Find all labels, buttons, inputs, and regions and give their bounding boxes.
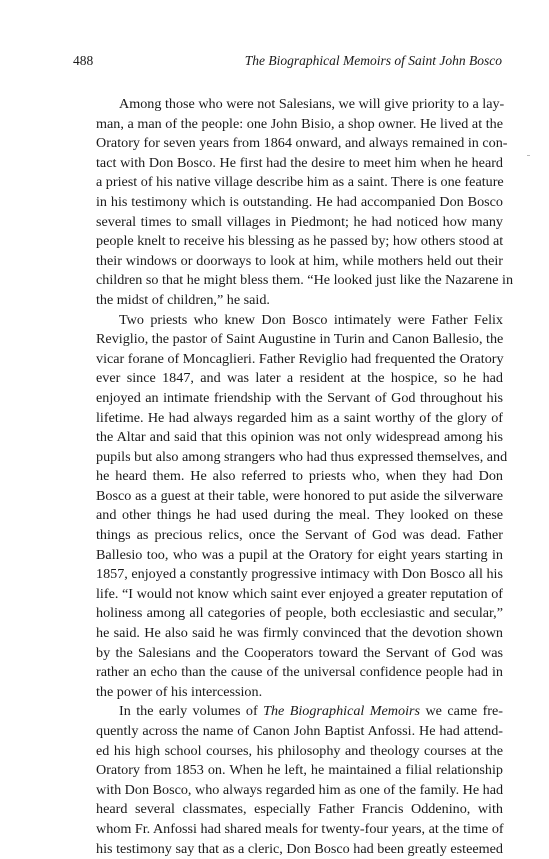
page-number: 488	[73, 53, 94, 68]
text-line: quently across the name of Canon John Baptist Anfossi. He had attend-	[96, 723, 503, 739]
text-line: ever since 1847, and was later a resident at the hospice, so he had	[96, 370, 503, 387]
text-line: the midst of children,” he said.	[96, 291, 270, 308]
text-line: enjoyed an intimate friendship with the Servant of God throughout his	[96, 389, 503, 406]
text-line: 1857, enjoyed a constantly progressive intimacy with Don Bosco all his	[96, 566, 503, 583]
text-line: he heard them. He also referred to priests who, when they had Don	[96, 468, 503, 485]
text-line: life. “I would not know which saint ever enjoyed a greater reputation of	[96, 585, 503, 602]
text-line: Among those who were not Salesians, we will give priority to a lay-	[119, 96, 505, 112]
text-line: Reviglio, the pastor of Saint Augustine in Turin and Canon Ballesio, the	[96, 331, 504, 348]
text-line: whom Fr. Anfossi had shared meals for twenty-four years, at the time of	[96, 820, 504, 837]
text-line: lifetime. He had always regarded him as a saint worthy of the glory of	[96, 409, 503, 426]
italic-book-title: The Biographical Memoirs	[263, 703, 421, 720]
text-line: his testimony say that as a cleric, Don Bosco had been greatly esteemed	[96, 840, 503, 857]
text-line: man, a man of the people: one John Bisio, a shop owner. He lived at the	[96, 115, 503, 132]
text-line: a priest of his native village describe him as a saint. There is one feature	[96, 174, 504, 191]
text-line: Bosco as a guest at their table, were honored to put aside the silverware	[96, 487, 503, 504]
text-line: vicar forane of Moncaglieri. Father Reviglio had frequented the Oratory	[96, 350, 504, 367]
text-run: In the early volumes of	[119, 703, 264, 720]
text-line: the power of his intercession.	[96, 683, 263, 700]
text-line: holiness among all categories of people, both ecclesiastic and secular,”	[96, 605, 503, 622]
text-line: rather an echo than the cause of the universal confidence people had in	[96, 664, 503, 681]
text-run: we came fre-	[420, 703, 503, 720]
text-line: their windows or doorways to look at him, while mothers held out their	[96, 252, 503, 269]
text-line: and other things he had used during the meal. They looked on these	[96, 507, 503, 524]
paragraph-laymen-testimony	[73, 95, 514, 311]
text-line: by the Salesians and the Cooperators toward the Servant of God was	[96, 644, 503, 661]
text-line: the Altar and said that this opinion was not only widespread among his	[96, 429, 503, 446]
running-head	[73, 52, 502, 70]
running-title: The Biographical Memoirs of Saint John Bosco	[244, 53, 502, 68]
text-line: ed his high school courses, his philosophy and theology courses at the	[96, 742, 503, 759]
text-line: with Don Bosco, who always regarded him as one of the family. He had	[96, 781, 504, 798]
text-line: pupils but also among strangers who had thus expressed themselves, and	[96, 448, 508, 465]
text-line: tact with Don Bosco. He first had the desire to meet him when he heard	[96, 154, 503, 171]
text-line: Two priests who knew Don Bosco intimately were Father Felix	[119, 311, 503, 328]
text-line: heard several classmates, especially Father Francis Oddenino, with	[96, 801, 503, 818]
text-line: in his testimony which is outstanding. He had accompanied Don Bosco	[96, 193, 503, 210]
text-line: Oratory from 1853 on. When he left, he maintained a filial relationship	[96, 762, 503, 779]
text-line: children so that he might bless them. “He looked just like the Nazarene in	[96, 272, 514, 289]
body-text	[73, 95, 514, 859]
text-line: people knelt to receive his blessing as he passed by; how others stood at	[96, 233, 504, 250]
text-line: Oratory for seven years from 1864 onward, and always remained in con-	[96, 135, 508, 152]
text-line-with-italic-title	[73, 702, 503, 722]
paragraph-priests-testimony	[73, 311, 508, 703]
text-line: Ballesio too, who was a pupil at the Oratory for eight years starting in	[96, 546, 503, 563]
text-line: things as precious relics, once the Servant of God was dead. Father	[96, 527, 503, 544]
text-line: several times to small villages in Piedmont; he had noticed how many	[96, 213, 503, 230]
paragraph-anfossi	[73, 702, 503, 859]
text-line: he said. He also said he was firmly convinced that the devotion shown	[96, 625, 503, 642]
scan-speck	[527, 155, 530, 156]
